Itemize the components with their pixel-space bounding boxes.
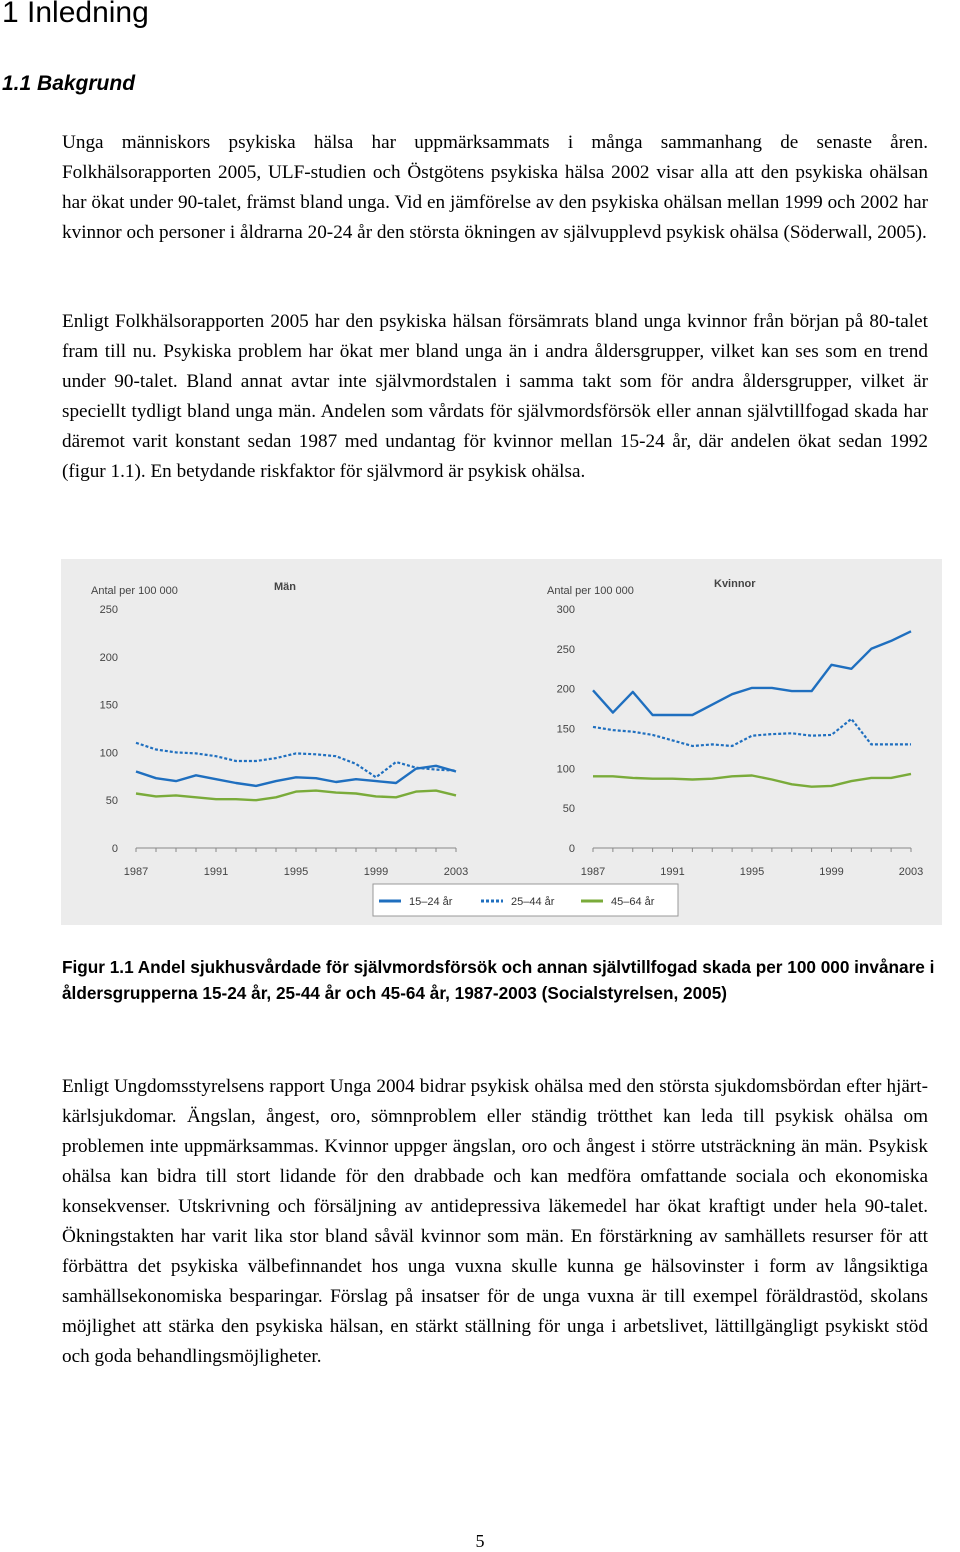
page-number: 5 bbox=[475, 1531, 485, 1551]
section-heading: 1.1 Bakgrund bbox=[2, 72, 136, 95]
y-tick-label: 250 bbox=[556, 643, 575, 656]
x-tick-label: 1991 bbox=[660, 866, 685, 878]
x-tick-label: 2003 bbox=[443, 866, 469, 878]
y-tick-label: 200 bbox=[556, 683, 575, 696]
x-tick-label: 2003 bbox=[898, 866, 924, 878]
x-tick-label: 1987 bbox=[123, 866, 149, 878]
y-tick-label: 50 bbox=[105, 795, 118, 808]
x-tick-label: 1995 bbox=[283, 866, 309, 878]
y-tick-label: 50 bbox=[562, 803, 575, 816]
series-line bbox=[593, 719, 911, 746]
figure-caption: Figur 1.1 Andel sjukhusvårdade för självmordsförsök och annan självtillfogad skada per 100 000 invånare i åldersgrupperna 15-24 år, 25-44 år och 45-64 år, 1987-2003 (Socialstyrelsen, 2005) bbox=[62, 957, 935, 1003]
y-tick-label: 0 bbox=[568, 843, 575, 855]
y-tick-label: 0 bbox=[111, 843, 118, 855]
x-tick-label: 1995 bbox=[739, 866, 765, 878]
chart-title: Män bbox=[274, 581, 296, 593]
plot-area bbox=[557, 604, 924, 878]
chart-panel-women bbox=[547, 578, 923, 878]
y-tick-label: 100 bbox=[556, 763, 575, 776]
legend-label: 15–24 år bbox=[409, 896, 453, 908]
series-line bbox=[136, 791, 456, 801]
plot-area bbox=[100, 604, 469, 878]
chart-title: Kvinnor bbox=[714, 578, 756, 590]
y-tick-label: 150 bbox=[99, 699, 118, 712]
x-tick-label: 1987 bbox=[580, 866, 606, 878]
paragraph: Unga människors psykiska hälsa har uppmärksammats i många sammanhang de senaste åren. Folkhälsorapporten 2005, ULF-studien och Östgötens psykiska hälsa 2002 visar alla att den psykiska ohälsan har ökat under 90-talet, främst bland unga. Vid en jämförelse av den psykiska ohälsan mellan 1999 och 2002 har kvinnor och personer i åldrarna 20-24 år den största ökningen av självupplevd psykisk ohälsa (Söderwall, 2005). bbox=[62, 132, 928, 243]
legend-label: 25–44 år bbox=[511, 896, 555, 908]
paragraph: Enligt Folkhälsorapporten 2005 har den psykiska hälsan försämrats bland unga kvinnor från början på 80-talet fram till nu. Psykiska problem har ökat mer bland unga än i andra åldersgrupper, vilket kan ses som en trend under 90-talet. Bland annat avtar inte självmordstalen i samma takt som för andra åldersgrupper, vilket är speciellt tydligt bland unga män. Andelen som vårdats för självmordsförsök eller annan självtillfogad skada har däremot varit konstant sedan 1987 med undantag för kvinnor mellan 15-24 år, där andelen ökat sedan 1992 (figur 1.1). En betydande riskfaktor för självmord är psykisk ohälsa. bbox=[62, 311, 928, 482]
chapter-heading: 1 Inledning bbox=[2, 0, 149, 29]
x-tick-label: 1999 bbox=[363, 866, 389, 878]
x-tick-label: 1999 bbox=[819, 866, 844, 878]
legend-label: 45–64 år bbox=[611, 896, 655, 908]
series-line bbox=[593, 631, 911, 715]
series-line bbox=[136, 766, 456, 786]
figure-chart bbox=[61, 559, 942, 925]
y-tick-label: 150 bbox=[556, 723, 575, 736]
y-axis-label: Antal per 100 000 bbox=[91, 585, 178, 597]
y-tick-label: 300 bbox=[556, 604, 575, 616]
paragraph: Enligt Ungdomsstyrelsens rapport Unga 2004 bidrar psykisk ohälsa med den största sjukdomsbördan efter hjärt-kärlsjukdomar. Ängslan, ångest, oro, sömnproblem eller ständig trötthet kan leda till psykisk ohälsa om problemen inte uppmärksammas. Kvinnor uppger ängslan, oro och ångest i större utsträckning än män. Psykisk ohälsa kan bidra till stort lidande för den drabbade och kan medföra omfattande sociala och ekonomiska konsekvenser. Utskrivning och försäljning av antidepressiva läkemedel har ökat kraftigt under hela 90-talet. Ökningstakten har varit lika stor bland såväl kvinnor som män. En förstärkning av samhällets resurser för att förbättra det psykiska välbefinnandet hos unga vuxna skulle kunna ge hälsovinster i form av långsiktiga samhällsekonomiska besparingar. Förslag på insatser för de unga vuxna är till exempel föräldrastöd, skolans möjlighet att stärka den psykiska hälsan, en stärkt ställning för unga i arbetslivet, lättillgängligt psykiskt stöd och goda behandlingsmöjligheter. bbox=[62, 1076, 928, 1367]
y-tick-label: 200 bbox=[99, 651, 118, 664]
chart-legend bbox=[373, 884, 678, 916]
chart-svg bbox=[61, 559, 942, 925]
y-tick-label: 250 bbox=[99, 604, 118, 616]
y-tick-label: 100 bbox=[99, 747, 118, 760]
x-tick-label: 1991 bbox=[203, 866, 229, 878]
y-axis-label: Antal per 100 000 bbox=[547, 585, 634, 597]
series-line bbox=[593, 774, 911, 787]
series-line bbox=[136, 743, 456, 778]
chart-panel-men bbox=[91, 581, 468, 878]
